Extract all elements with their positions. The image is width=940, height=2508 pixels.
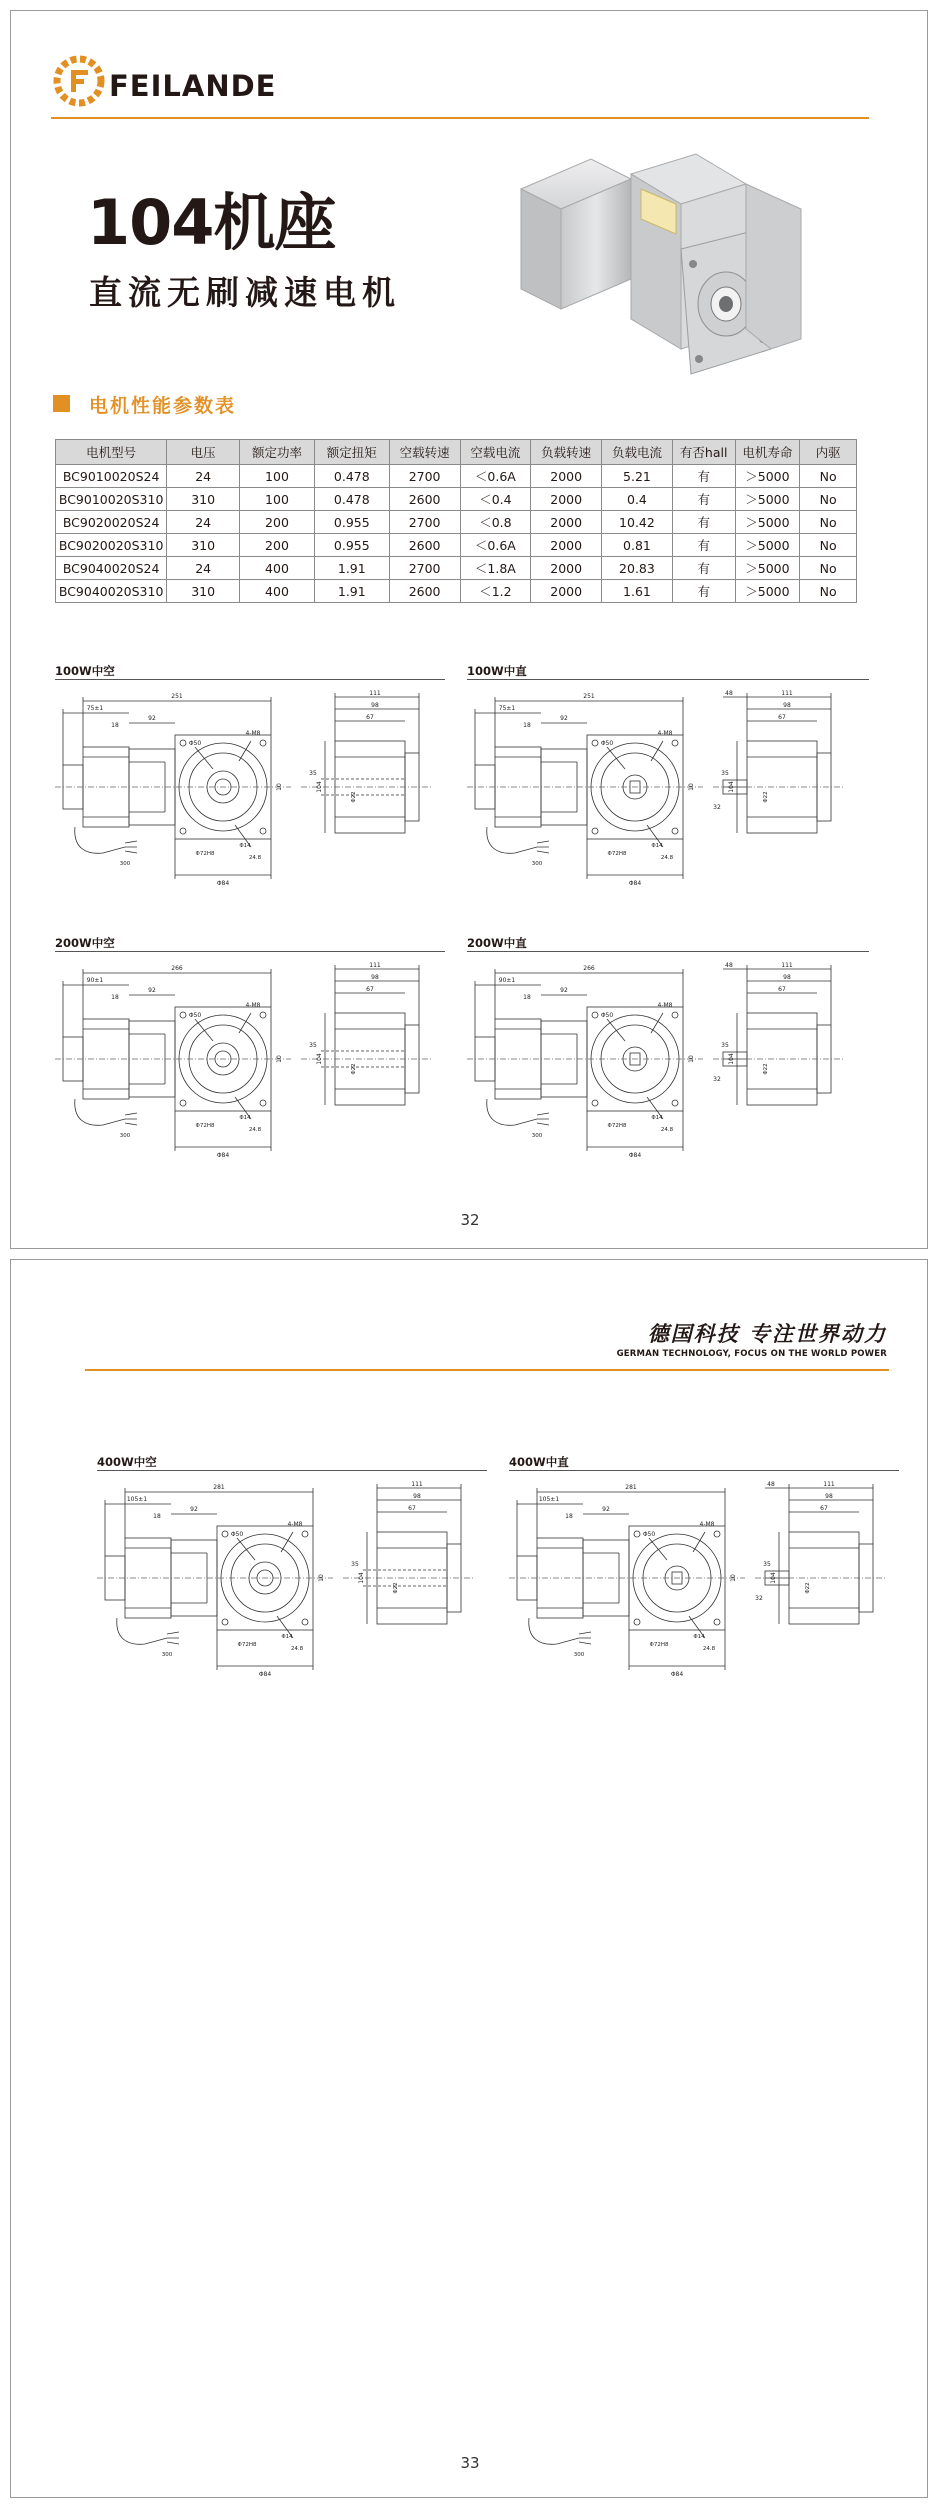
- table-cell: 有: [672, 580, 735, 603]
- dimension-label: 111: [369, 690, 381, 697]
- table-cell: 1.91: [314, 580, 389, 603]
- table-cell: 有: [672, 534, 735, 557]
- dimension-label: Φ50: [230, 1531, 244, 1538]
- dimension-label: Φ14: [693, 1634, 705, 1640]
- dimension-label: 300: [531, 861, 543, 867]
- table-cell: 200: [240, 511, 315, 534]
- header-rule: [51, 117, 869, 119]
- section-title: 电机性能参数表: [89, 395, 237, 417]
- table-cell: ＞5000: [735, 511, 800, 534]
- section-marker: [53, 395, 70, 412]
- table-cell: 2000: [531, 580, 602, 603]
- slogan: 德国科技 专注世界动力: [647, 1321, 887, 1346]
- table-cell: 有: [672, 488, 735, 511]
- dimension-label: 10: [276, 1055, 283, 1063]
- dimension-label: 104: [316, 781, 323, 793]
- drawing-title-rule: [55, 951, 445, 952]
- dimension-label: 18: [111, 722, 119, 729]
- table-cell: 310: [167, 534, 240, 557]
- dimension-label: 92: [602, 1506, 610, 1513]
- dimension-label: 35: [351, 1561, 359, 1568]
- feilande-logo: [51, 53, 107, 109]
- dimension-label: 67: [778, 714, 786, 721]
- dimension-label: 4-M8: [699, 1521, 715, 1528]
- col-header: 负载电流: [602, 440, 673, 465]
- dimension-label: Φ14: [651, 843, 663, 849]
- table-row: [56, 488, 857, 511]
- table-cell: 1.61: [602, 580, 673, 603]
- motor-product-photo: [481, 139, 841, 407]
- table-row: [56, 511, 857, 534]
- dimension-label: 24.8: [702, 1646, 716, 1652]
- dimension-label: Φ84: [216, 1152, 230, 1159]
- dimension-label: 35: [309, 1042, 317, 1049]
- dimension-label: 35: [721, 770, 729, 777]
- table-cell: 0.478: [314, 465, 389, 488]
- dimension-label: 92: [148, 715, 156, 722]
- dimension-label: 48: [725, 690, 733, 697]
- dimension-label: 300: [573, 1652, 585, 1658]
- dimension-label: 98: [413, 1493, 421, 1500]
- dimension-label: Φ50: [642, 1531, 656, 1538]
- dimension-drawing-100w-hollow: [55, 687, 445, 891]
- drawing-svg: [55, 687, 445, 887]
- table-row: [56, 580, 857, 603]
- drawing-title-rule: [97, 1470, 487, 1471]
- dimension-label: 4-M8: [657, 1002, 673, 1009]
- table-cell: BC9020020S24: [56, 511, 167, 534]
- dimension-label: 104: [316, 1053, 323, 1065]
- dimension-label: 10: [276, 783, 283, 791]
- dimension-label: 10: [688, 1055, 695, 1063]
- col-header: 额定功率: [240, 440, 315, 465]
- dimension-label: Φ72H8: [195, 851, 215, 857]
- dimension-label: Φ72H8: [195, 1123, 215, 1129]
- dimension-label: 35: [309, 770, 317, 777]
- drawing-svg: [55, 959, 445, 1159]
- table-cell: BC9010020S24: [56, 465, 167, 488]
- table-row: [56, 465, 857, 488]
- drawing-svg: [467, 959, 857, 1159]
- drawing-title: 400W中直: [509, 1455, 569, 1469]
- dimension-label: 24.8: [248, 1127, 262, 1133]
- drawing-title-rule: [55, 679, 445, 680]
- drawing-svg: [509, 1478, 899, 1678]
- dimension-label: 300: [119, 861, 131, 867]
- catalog-page-33: [10, 1259, 928, 2498]
- table-cell: 2700: [389, 465, 460, 488]
- table-cell: ＜1.2: [460, 580, 531, 603]
- table-cell: ＜0.6A: [460, 534, 531, 557]
- table-cell: 有: [672, 511, 735, 534]
- slogan-english: GERMAN TECHNOLOGY, FOCUS ON THE WORLD POWER: [616, 1349, 887, 1359]
- dimension-drawing-400w-hollow: [97, 1478, 487, 1682]
- dimension-label: 4-M8: [245, 730, 261, 737]
- dimension-label: 90±1: [86, 977, 104, 984]
- table-header-row: [56, 440, 857, 465]
- dimension-label: 266: [583, 965, 595, 972]
- table-cell: 2000: [531, 465, 602, 488]
- dimension-label: 281: [625, 1484, 637, 1491]
- table-body: [56, 465, 857, 603]
- table-cell: 2000: [531, 511, 602, 534]
- table-cell: No: [800, 580, 857, 603]
- dimension-label: 111: [781, 962, 793, 969]
- dimension-label: 92: [560, 987, 568, 994]
- table-cell: 400: [240, 580, 315, 603]
- dimension-label: 98: [783, 974, 791, 981]
- table-cell: BC9040020S310: [56, 580, 167, 603]
- dimension-label: 300: [161, 1652, 173, 1658]
- table-cell: 310: [167, 488, 240, 511]
- drawing-title-rule: [509, 1470, 899, 1471]
- dimension-label: 251: [171, 693, 183, 700]
- dimension-label: 10: [318, 1574, 325, 1582]
- dimension-label: 104: [358, 1572, 365, 1584]
- dimension-label: 35: [763, 1561, 771, 1568]
- table-cell: ＞5000: [735, 580, 800, 603]
- dimension-label: 24.8: [248, 855, 262, 861]
- table-cell: 400: [240, 557, 315, 580]
- table-cell: 0.955: [314, 511, 389, 534]
- dimension-label: 281: [213, 1484, 225, 1491]
- dimension-label: 67: [408, 1505, 416, 1512]
- table-cell: No: [800, 511, 857, 534]
- table-cell: No: [800, 534, 857, 557]
- dimension-label: 105±1: [126, 1496, 148, 1503]
- drawing-title: 400W中空: [97, 1455, 157, 1469]
- col-header: 额定扭矩: [314, 440, 389, 465]
- dimension-label: 75±1: [86, 705, 104, 712]
- table-cell: 2700: [389, 557, 460, 580]
- table-cell: No: [800, 557, 857, 580]
- table-cell: 24: [167, 511, 240, 534]
- table-cell: ＞5000: [735, 465, 800, 488]
- catalog-page-32: [10, 10, 928, 1249]
- dimension-label: Φ22: [351, 791, 357, 803]
- table-cell: 24: [167, 465, 240, 488]
- dimension-label: 98: [371, 974, 379, 981]
- page-subtitle: 直流无刷减速电机: [89, 273, 401, 312]
- col-header: 电压: [167, 440, 240, 465]
- dimension-label: 111: [781, 690, 793, 697]
- dimension-drawing-200w-solid: [467, 959, 857, 1163]
- dimension-label: Φ50: [188, 740, 202, 747]
- dimension-label: Φ84: [258, 1671, 272, 1678]
- table-cell: 200: [240, 534, 315, 557]
- col-header: 有否hall: [672, 440, 735, 465]
- dimension-label: 10: [688, 783, 695, 791]
- dimension-label: 67: [366, 714, 374, 721]
- col-header: 空载转速: [389, 440, 460, 465]
- drawing-title: 200W中空: [55, 936, 115, 950]
- dimension-label: Φ50: [600, 740, 614, 747]
- table-cell: ＜0.6A: [460, 465, 531, 488]
- performance-table: [55, 439, 857, 603]
- table-cell: BC9040020S24: [56, 557, 167, 580]
- dimension-drawing-100w-solid: [467, 687, 857, 891]
- table-cell: No: [800, 488, 857, 511]
- dimension-label: 67: [820, 1505, 828, 1512]
- drawing-svg: [467, 687, 857, 887]
- table-cell: 1.91: [314, 557, 389, 580]
- table-cell: 5.21: [602, 465, 673, 488]
- table-cell: 0.955: [314, 534, 389, 557]
- table-cell: 有: [672, 557, 735, 580]
- dimension-label: 18: [111, 994, 119, 1001]
- dimension-label: 98: [783, 702, 791, 709]
- dimension-label: 32: [755, 1595, 763, 1602]
- table-cell: 2000: [531, 534, 602, 557]
- drawing-title: 100W中直: [467, 664, 527, 678]
- dimension-label: 98: [371, 702, 379, 709]
- table-cell: ＞5000: [735, 557, 800, 580]
- table-cell: BC9020020S310: [56, 534, 167, 557]
- dimension-label: 18: [523, 994, 531, 1001]
- table-cell: 100: [240, 465, 315, 488]
- table-cell: 10.42: [602, 511, 673, 534]
- dimension-label: 35: [721, 1042, 729, 1049]
- table-cell: 2600: [389, 534, 460, 557]
- table-cell: 0.478: [314, 488, 389, 511]
- dimension-label: Φ14: [239, 843, 251, 849]
- table-cell: ＜0.4: [460, 488, 531, 511]
- table-cell: 24: [167, 557, 240, 580]
- drawing-title: 100W中空: [55, 664, 115, 678]
- dimension-label: Φ14: [239, 1115, 251, 1121]
- dimension-label: 24.8: [660, 1127, 674, 1133]
- dimension-label: 48: [767, 1481, 775, 1488]
- dimension-label: Φ50: [600, 1012, 614, 1019]
- table-cell: 2000: [531, 557, 602, 580]
- table-row: [56, 557, 857, 580]
- col-header: 电机寿命: [735, 440, 800, 465]
- dimension-label: 90±1: [498, 977, 516, 984]
- col-header: 内驱: [800, 440, 857, 465]
- page-number: 32: [460, 1211, 480, 1229]
- dimension-label: 266: [171, 965, 183, 972]
- table-cell: 20.83: [602, 557, 673, 580]
- table-cell: 0.4: [602, 488, 673, 511]
- dimension-drawing-400w-solid: [509, 1478, 899, 1682]
- dimension-label: Φ72H8: [607, 851, 627, 857]
- dimension-label: 98: [825, 1493, 833, 1500]
- dimension-label: Φ84: [670, 1671, 684, 1678]
- dimension-label: 300: [531, 1133, 543, 1139]
- dimension-label: Φ84: [628, 880, 642, 887]
- drawing-title-rule: [467, 679, 869, 680]
- dimension-label: 18: [153, 1513, 161, 1520]
- dimension-label: 92: [148, 987, 156, 994]
- dimension-label: 104: [728, 1053, 735, 1065]
- table-cell: 0.81: [602, 534, 673, 557]
- dimension-label: 75±1: [498, 705, 516, 712]
- col-header: 空载电流: [460, 440, 531, 465]
- col-header: 负载转速: [531, 440, 602, 465]
- table-cell: No: [800, 465, 857, 488]
- table-cell: 2700: [389, 511, 460, 534]
- dimension-label: 251: [583, 693, 595, 700]
- table-cell: ＞5000: [735, 534, 800, 557]
- dimension-label: 92: [190, 1506, 198, 1513]
- dimension-drawing-200w-hollow: [55, 959, 445, 1163]
- dimension-label: 104: [770, 1572, 777, 1584]
- header-rule: [85, 1369, 889, 1371]
- table-cell: BC9010020S310: [56, 488, 167, 511]
- dimension-label: 111: [369, 962, 381, 969]
- dimension-label: Φ14: [281, 1634, 293, 1640]
- dimension-label: 111: [823, 1481, 835, 1488]
- dimension-label: 67: [366, 986, 374, 993]
- dimension-label: 300: [119, 1133, 131, 1139]
- table-cell: 2600: [389, 488, 460, 511]
- dimension-label: 105±1: [538, 1496, 560, 1503]
- col-header: 电机型号: [56, 440, 167, 465]
- brand-name: FEILANDE: [109, 69, 277, 103]
- dimension-label: Φ22: [763, 791, 769, 803]
- dimension-label: Φ50: [188, 1012, 202, 1019]
- table-cell: 2000: [531, 488, 602, 511]
- dimension-label: Φ22: [351, 1063, 357, 1075]
- dimension-label: Φ22: [763, 1063, 769, 1075]
- dimension-label: 67: [778, 986, 786, 993]
- table-cell: ＞5000: [735, 488, 800, 511]
- table-cell: 100: [240, 488, 315, 511]
- dimension-label: Φ22: [393, 1582, 399, 1594]
- table-cell: 310: [167, 580, 240, 603]
- dimension-label: 18: [523, 722, 531, 729]
- dimension-label: Φ22: [805, 1582, 811, 1594]
- table-row: [56, 534, 857, 557]
- dimension-label: 104: [728, 781, 735, 793]
- table-cell: ＜1.8A: [460, 557, 531, 580]
- dimension-label: Φ84: [216, 880, 230, 887]
- page-title: 104机座: [87, 186, 336, 259]
- page-number: 33: [460, 2454, 480, 2472]
- table-cell: 2600: [389, 580, 460, 603]
- dimension-label: 111: [411, 1481, 423, 1488]
- dimension-label: 32: [713, 1076, 721, 1083]
- dimension-label: Φ72H8: [237, 1642, 257, 1648]
- dimension-label: 24.8: [660, 855, 674, 861]
- dimension-label: 24.8: [290, 1646, 304, 1652]
- dimension-label: 48: [725, 962, 733, 969]
- dimension-label: Φ72H8: [607, 1123, 627, 1129]
- drawing-title-rule: [467, 951, 869, 952]
- drawing-svg: [97, 1478, 487, 1678]
- dimension-label: 18: [565, 1513, 573, 1520]
- dimension-label: 4-M8: [245, 1002, 261, 1009]
- dimension-label: Φ84: [628, 1152, 642, 1159]
- dimension-label: Φ14: [651, 1115, 663, 1121]
- dimension-label: 4-M8: [287, 1521, 303, 1528]
- table-cell: 有: [672, 465, 735, 488]
- dimension-label: 10: [730, 1574, 737, 1582]
- drawing-title: 200W中直: [467, 936, 527, 950]
- dimension-label: 4-M8: [657, 730, 673, 737]
- dimension-label: 92: [560, 715, 568, 722]
- dimension-label: Φ72H8: [649, 1642, 669, 1648]
- dimension-label: 32: [713, 804, 721, 811]
- table-cell: ＜0.8: [460, 511, 531, 534]
